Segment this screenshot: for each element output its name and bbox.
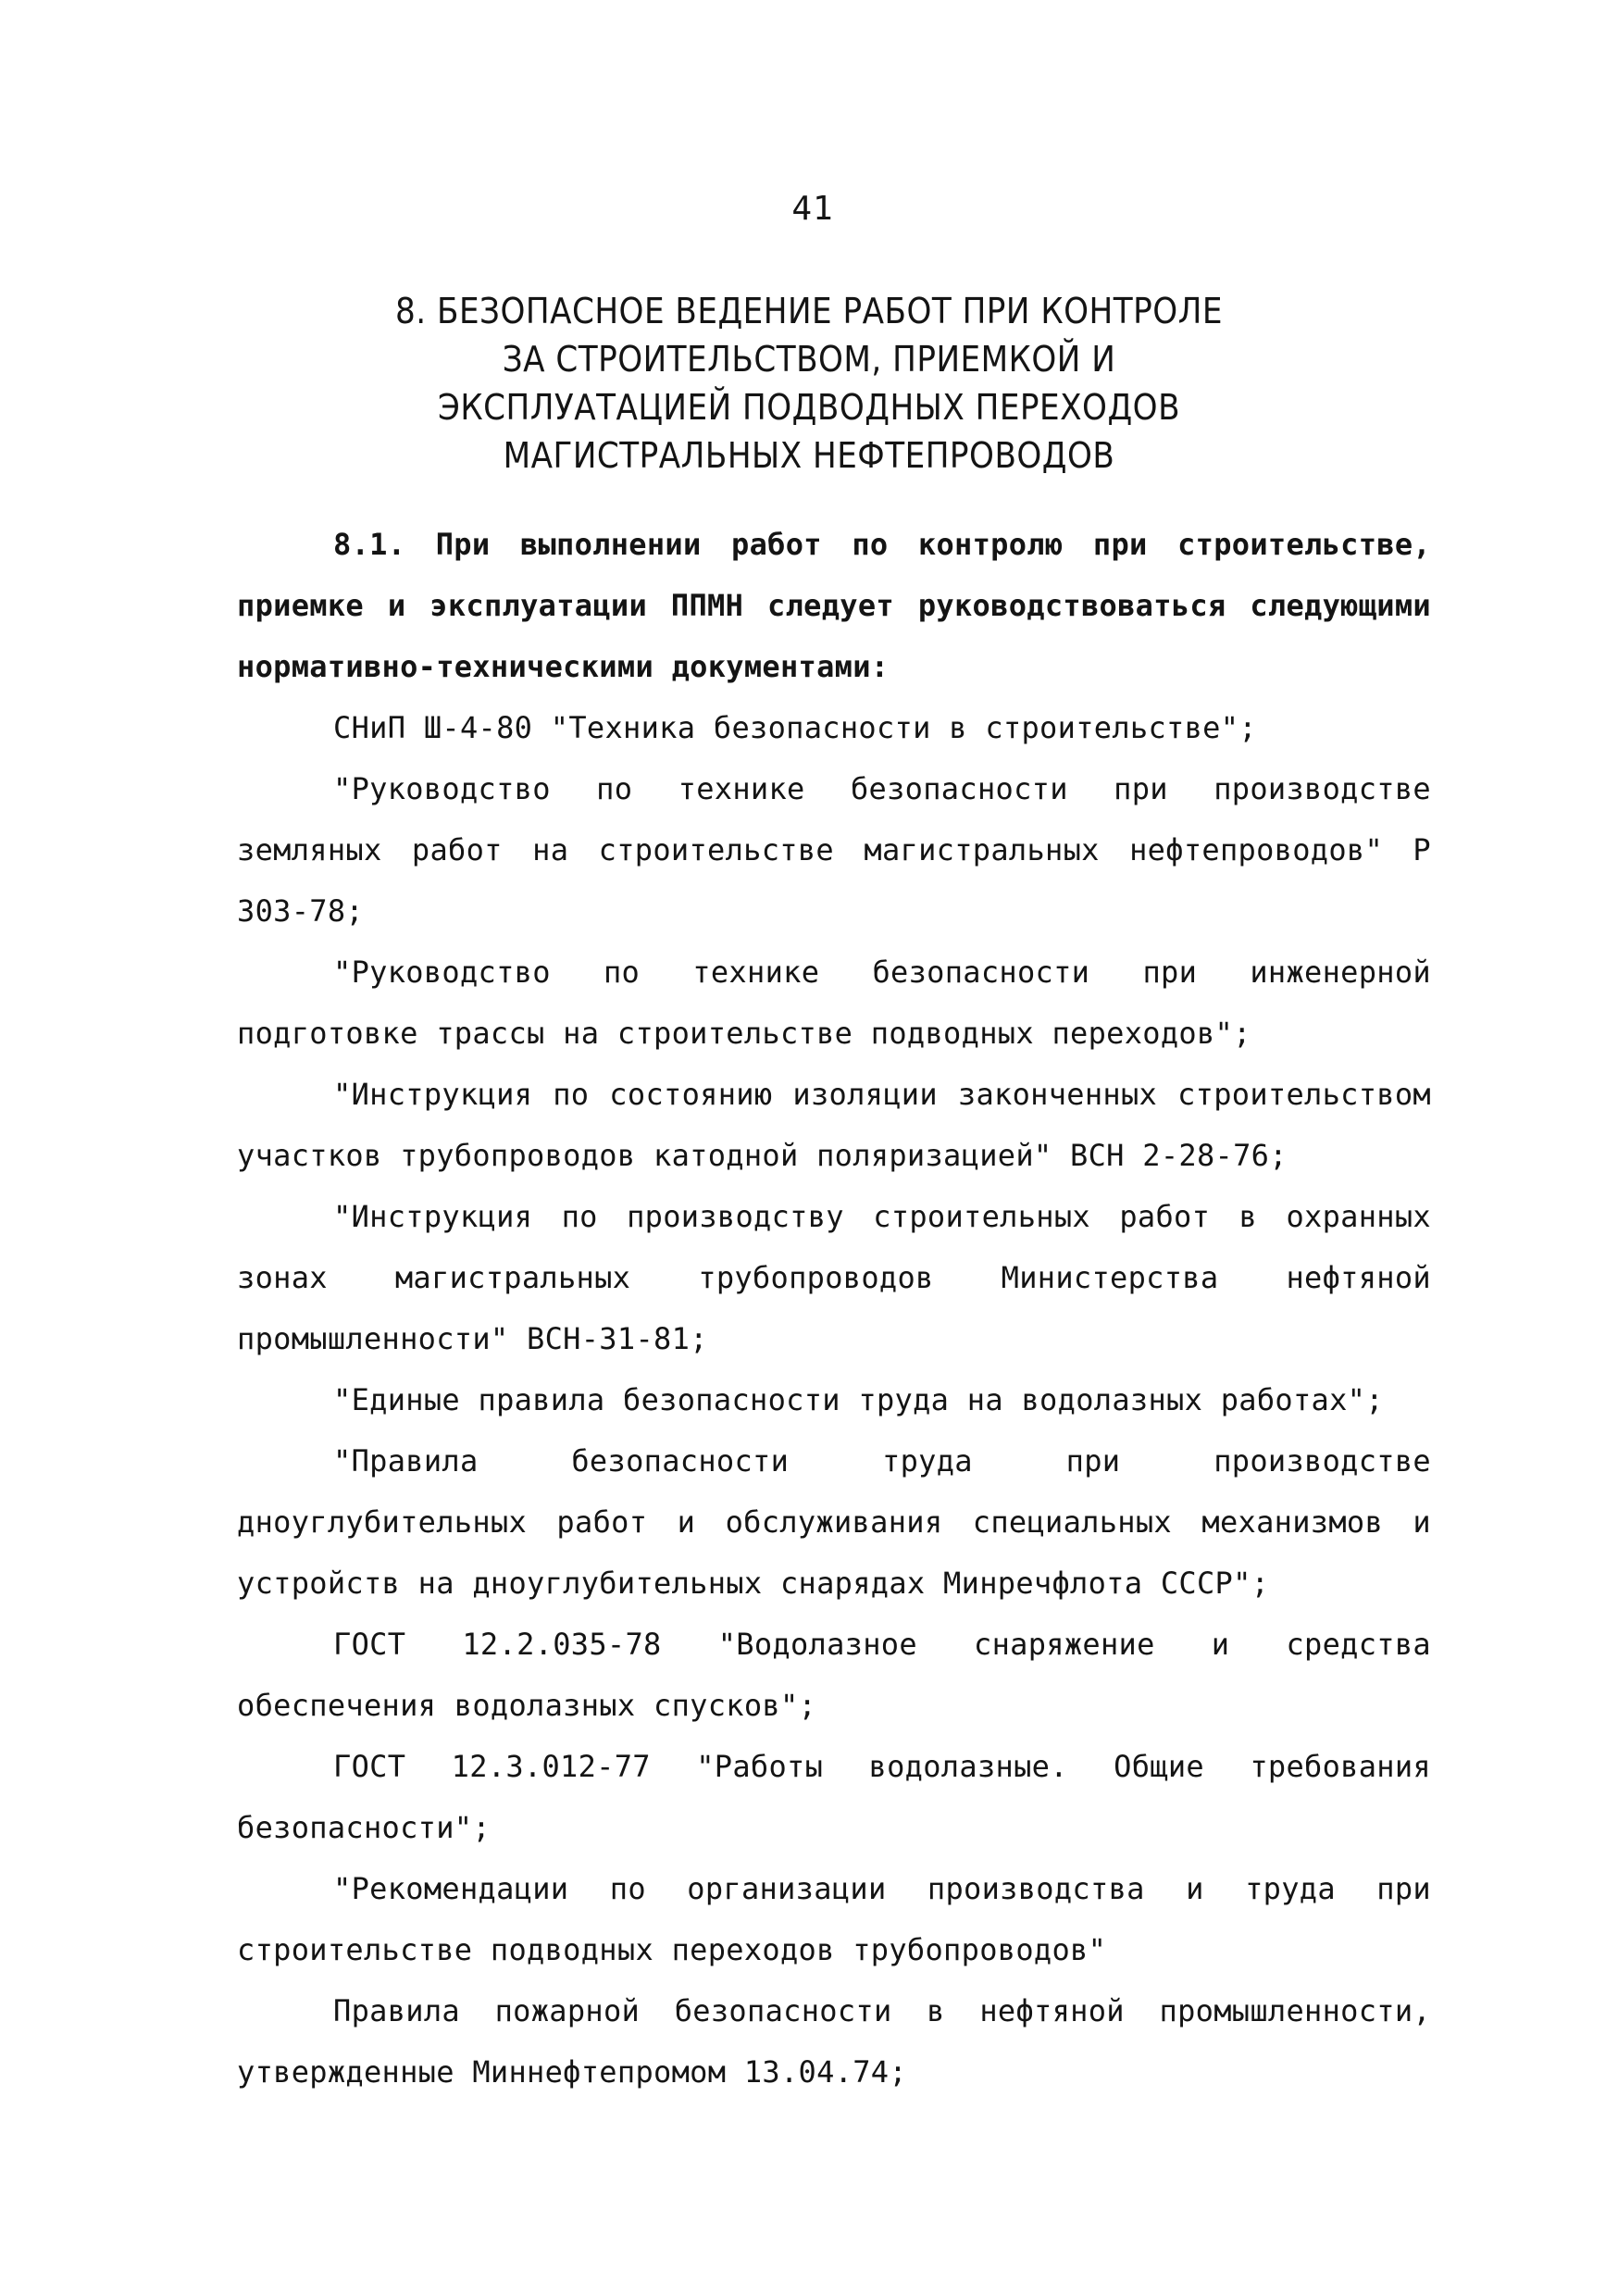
paragraph-gost-diving-works: ГОСТ 12.3.012-77 "Работы водолазные. Общие требования безопасности"; <box>237 1749 1431 1845</box>
document-body <box>237 514 1431 2103</box>
paragraph-snip: СНиП Ш-4-80 "Техника безопасности в строительстве"; <box>333 710 1257 745</box>
paragraph-dredging-rules: "Правила безопасности труда при производстве дноуглубительных работ и обслуживания специальных механизмов и устройств на дноуглубительных снарядах Минречфлота СССР"; <box>237 1443 1431 1601</box>
page-number: 41 <box>791 190 834 228</box>
paragraph-diving-rules: "Единые правила безопасности труда на водолазных работах"; <box>333 1382 1384 1417</box>
paragraph-route-preparation-guide: "Руководство по технике безопасности при инженерной подготовке трассы на строительстве подводных переходов"; <box>237 955 1431 1051</box>
section-heading-line: МАГИСТРАЛЬНЫХ НЕФТЕПРОВОДОВ <box>503 435 1115 476</box>
paragraph-earthworks-guide: "Руководство по технике безопасности при производстве земляных работ на строительстве магистральных нефтепроводов" Р 303-78; <box>237 771 1431 929</box>
paragraph-intro: 8.1. При выполнении работ по контролю при строительстве, приемке и эксплуатации ППМН следует руководствоваться следующими нормативно-техническими документами: <box>237 527 1431 684</box>
section-heading-line: 8. БЕЗОПАСНОЕ ВЕДЕНИЕ РАБОТ ПРИ КОНТРОЛЕ <box>395 291 1223 331</box>
paragraph-protected-zones-instruction: "Инструкция по производству строительных работ в охранных зонах магистральных трубопроводов Министерства нефтяной промышленности" ВСН-31-81; <box>237 1199 1431 1356</box>
paragraph-recommendations: "Рекомендации по организации производства и труда при строительстве подводных переходов трубопроводов" <box>237 1871 1431 1967</box>
paragraph-insulation-instruction: "Инструкция по состоянию изоляции законченных строительством участков трубопроводов катодной поляризацией" ВСН 2-28-76; <box>237 1077 1431 1173</box>
section-heading <box>278 287 1340 480</box>
paragraph-fire-safety-rules: Правила пожарной безопасности в нефтяной промышленности, утвержденные Миннефтепромом 13.04.74; <box>237 1993 1431 2090</box>
section-heading-line: ЭКСПЛУАТАЦИЕЙ ПОДВОДНЫХ ПЕРЕХОДОВ <box>437 387 1181 428</box>
paragraph-gost-diving-equipment: ГОСТ 12.2.035-78 "Водолазное снаряжение и средства обеспечения водолазных спусков"; <box>237 1627 1431 1723</box>
section-heading-line: ЗА СТРОИТЕЛЬСТВОМ, ПРИЕМКОЙ И <box>502 339 1116 380</box>
